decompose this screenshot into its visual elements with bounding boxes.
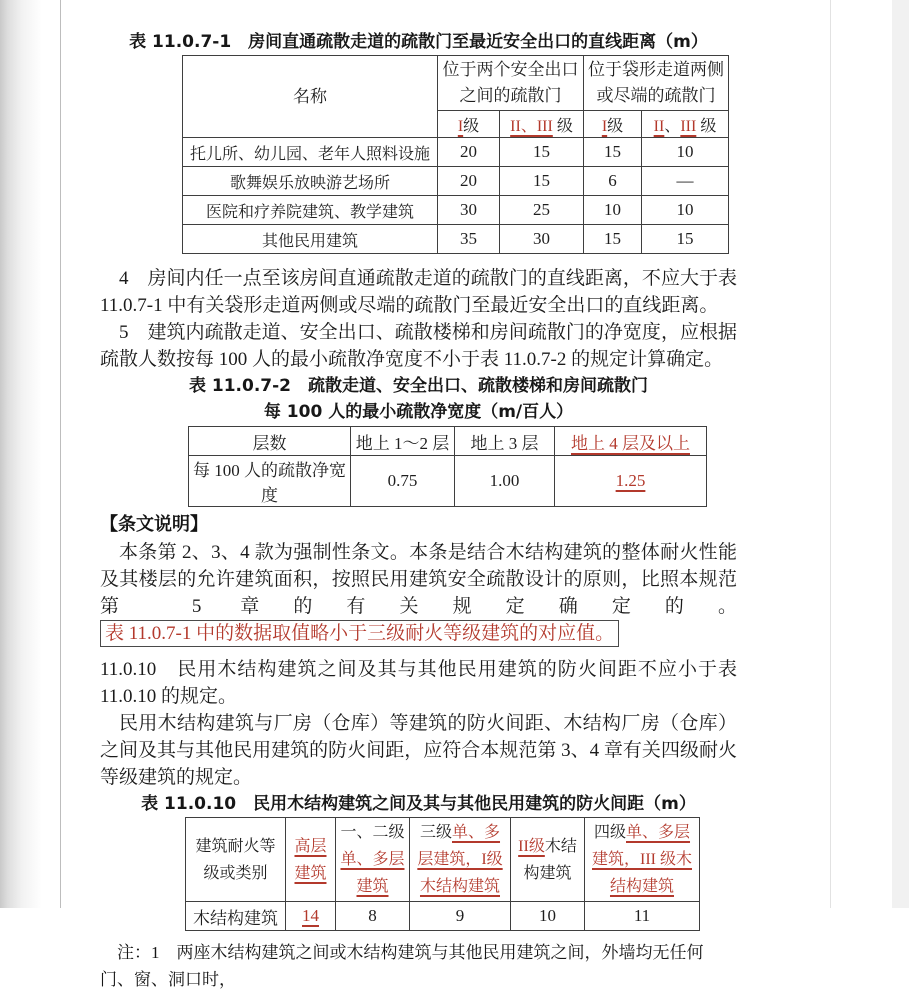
t2-header-floors: [189, 427, 351, 456]
t3-cell: [336, 902, 410, 931]
paragraph-item-5: 5 建筑内疏散走道、安全出口、疏散楼梯和房间疏散门的净宽度，应根据疏散人数按每 100 人的最小疏散净宽度不小于表 11.0.7-2 的规定计算确定。: [100, 322, 737, 370]
cell-text: 一、二级: [340, 824, 405, 841]
revision-red-text: 地上 4 层及以上: [571, 433, 690, 453]
t3-cell: [286, 902, 336, 931]
t1-subheader-grade23b: [642, 111, 729, 138]
cell-text: 级: [607, 117, 624, 135]
t2-cell: [455, 456, 555, 507]
t1-row-name: 医院和疗养院建筑、教学建筑: [183, 196, 438, 225]
revision-red-text: 1.25: [615, 471, 646, 490]
cell-text: 0.75: [387, 471, 418, 490]
revision-red-text: 单、多层建筑，I级木结构建筑: [417, 824, 503, 895]
commentary-text: 本条第 2、3、4 款为强制性条文。本条是结合木结构建筑的整体耐火性能及其楼层的允许建筑面积，按照民用建筑安全疏散设计的原则，比照本规范第 5 章的有关规定确定的。: [100, 542, 737, 617]
table-11072-title-line1: 表 11.0.7-2 疏散走道、安全出口、疏散楼梯和房间疏散门: [188, 376, 649, 396]
t3-header-category: [186, 818, 286, 902]
cell-text: 木结构建筑: [193, 908, 278, 928]
t3-cell: [511, 902, 585, 931]
t1-cell: 30: [500, 225, 584, 254]
t1-group-header-dead-end: 位于袋形走道两侧或尽端的疏散门: [584, 56, 729, 111]
table-row: [183, 225, 729, 254]
revision-red-text: I: [457, 117, 464, 135]
commentary-paragraph: [100, 539, 737, 647]
t1-cell: 6: [584, 167, 642, 196]
cell-text: 木结构建筑: [523, 837, 577, 882]
cell-text: 建筑耐火等级或类别: [195, 837, 276, 882]
t1-cell: 35: [438, 225, 500, 254]
t1-row-name: 托儿所、幼儿园、老年人照料设施: [183, 138, 438, 167]
revision-red-text: 14: [302, 906, 319, 925]
t1-cell: —: [642, 167, 729, 196]
page-right-edge-line: [830, 0, 831, 908]
t1-cell: 15: [584, 138, 642, 167]
cell-text: 、: [664, 117, 681, 135]
table-11010: [185, 817, 700, 931]
t2-cell: [555, 456, 707, 507]
table-11010-title: 表 11.0.10 民用木结构建筑之间及其与其他民用建筑的防火间距（m）: [141, 794, 696, 814]
clause-11-0-10-paragraph: 民用木结构建筑与厂房（仓库）等建筑的防火间距、木结构厂房（仓库）之间及其与其他民用建筑的防火间距，应符合本规范第 3、4 章有关四级耐火等级建筑的规定。: [100, 713, 737, 788]
table-11072: [188, 426, 707, 507]
table-row: [183, 138, 729, 167]
t1-cell: 10: [584, 196, 642, 225]
t3-header-grade4: [585, 818, 700, 902]
revision-red-text: III: [680, 117, 697, 135]
t1-row-name: 歌舞娱乐放映游艺场所: [183, 167, 438, 196]
table-row: [189, 456, 707, 507]
clause-11-0-10: 11.0.10 民用木结构建筑之间及其与其他民用建筑的防火间距不应小于表 11.0.10 的规定。: [100, 659, 737, 707]
cell-text: 级: [696, 117, 717, 135]
table-11072-title-line2: 每 100 人的最小疏散净宽度（m/百人）: [263, 402, 574, 422]
cell-text: 9: [455, 906, 465, 925]
revision-red-text: 单、多层建筑，III 级木结构建筑: [592, 824, 692, 895]
revision-red-text: I: [601, 117, 608, 135]
t3-row-label: [186, 902, 286, 931]
t1-subheader-grade1: [438, 111, 500, 138]
page-content: [100, 0, 737, 993]
t3-header-grade3: [410, 818, 511, 902]
table-11071: [182, 55, 729, 254]
t3-header-grade12: [336, 818, 410, 902]
t1-cell: 15: [500, 138, 584, 167]
cell-text: 10: [539, 906, 556, 925]
t1-subheader-grade23: [500, 111, 584, 138]
revision-red-text: II级: [518, 837, 545, 855]
t3-header-highrise: [286, 818, 336, 902]
cell-text: 地上 3 层: [470, 433, 539, 453]
page-left-edge-line: [60, 0, 61, 908]
t1-group-header-two-exits: 位于两个安全出口之间的疏散门: [438, 56, 584, 111]
t2-row-label: [189, 456, 351, 507]
cell-text: 每 100 人的疏散净宽度: [193, 461, 346, 505]
t1-cell: 10: [642, 138, 729, 167]
t1-row-name: 其他民用建筑: [183, 225, 438, 254]
t1-cell: 30: [438, 196, 500, 225]
revision-red-text: II、III: [510, 117, 553, 135]
t1-cell: 20: [438, 138, 500, 167]
cell-text: 四级: [593, 824, 626, 841]
t1-cell: 10: [642, 196, 729, 225]
table-row: [186, 902, 700, 931]
t1-cell: 15: [642, 225, 729, 254]
cell-text: 8: [368, 906, 377, 925]
t3-header-grade2timber: [511, 818, 585, 902]
t1-subheader-grade1b: [584, 111, 642, 138]
cell-text: 三级: [419, 824, 452, 841]
t3-cell: [585, 902, 700, 931]
table-row: [183, 196, 729, 225]
table-11071-title: 表 11.0.7-1 房间直通疏散走道的疏散门至最近安全出口的直线距离（m）: [129, 32, 708, 52]
t1-cell: 15: [500, 167, 584, 196]
t2-header-floor12: [351, 427, 455, 456]
t3-cell: [410, 902, 511, 931]
cell-text: 1.00: [489, 471, 520, 490]
page-left-shadow: [0, 0, 60, 908]
t1-name-header: 名称: [183, 56, 438, 138]
cell-text: 级: [552, 117, 573, 135]
commentary-label: 【条文说明】: [100, 514, 208, 535]
footnote: 注：1 两座木结构建筑之间或木结构建筑与其他民用建筑之间，外墙均无任何门、窗、洞口时，: [100, 943, 704, 989]
revision-red-text: 单、多层建筑: [340, 851, 405, 895]
boxed-highlight-text: 表 11.0.7-1 中的数据取值略小于三级耐火等级建筑的对应值。: [100, 620, 619, 647]
t2-header-floor4plus: [555, 427, 707, 456]
cell-text: 级: [463, 117, 480, 135]
t1-cell: 15: [584, 225, 642, 254]
cell-text: 地上 1～2 层: [355, 433, 450, 453]
t1-cell: 20: [438, 167, 500, 196]
t1-cell: 25: [500, 196, 584, 225]
cell-text: 层数: [252, 433, 287, 453]
page-right-margin-band: [892, 0, 909, 908]
table-row: [183, 167, 729, 196]
t2-header-floor3: [455, 427, 555, 456]
t2-cell: [351, 456, 455, 507]
cell-text: 11: [633, 906, 651, 925]
revision-red-text: II: [653, 117, 665, 135]
paragraph-item-4: 4 房间内任一点至该房间直通疏散走道的疏散门的直线距离，不应大于表 11.0.7-1 中有关袋形走道两侧或尽端的疏散门至最近安全出口的直线距离。: [100, 268, 737, 316]
revision-red-text: 高层建筑: [294, 837, 327, 882]
